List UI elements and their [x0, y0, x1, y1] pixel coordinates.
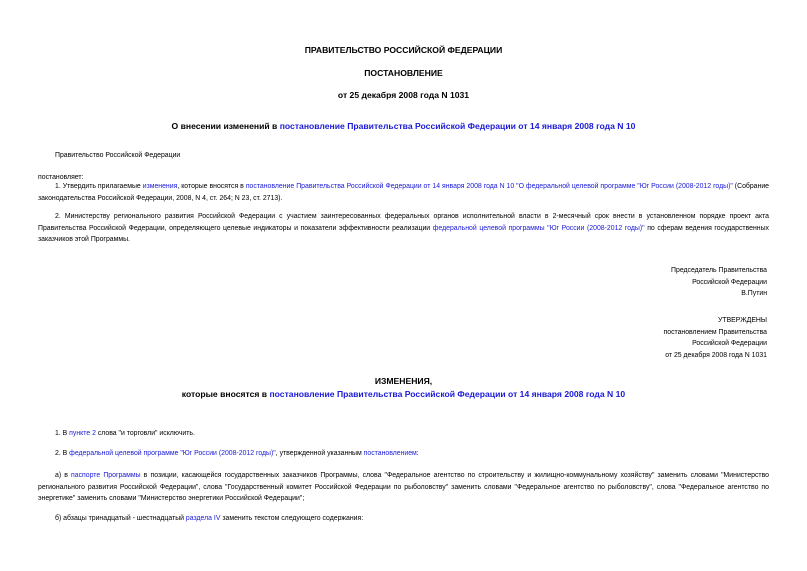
- paragraph-2: [38, 211, 769, 246]
- p1-text-c: (Собрание законодательства Российской Федерации, 2008, N 4, ст. 264; N 23, ст. 2713).: [38, 183, 769, 202]
- signature-name: В.Путин: [741, 290, 767, 298]
- change-item-1: [55, 428, 195, 440]
- itemb-link-section4[interactable]: раздела IV: [185, 515, 221, 522]
- item1-text-b: слова "и торговли" исключить.: [95, 430, 195, 437]
- changes-subtitle-prefix: которые вносятся в: [181, 389, 270, 399]
- header-date: от 25 декабря 2008 года N 1031: [337, 90, 470, 100]
- item2-link-program[interactable]: федеральной целевой программе "Юг России (2008-2012 годы)": [69, 450, 276, 457]
- item2-link-resolution[interactable]: постановлением: [363, 450, 417, 457]
- approval-line-3: Российской Федерации: [692, 340, 767, 348]
- p2-link-program[interactable]: федеральной целевой программы "Юг России (2008-2012 годы)": [432, 224, 645, 232]
- item2-text-a: 2. В: [55, 450, 70, 457]
- p1-text-a: 1. Утвердить прилагаемые: [55, 183, 143, 190]
- itemb-text-a: б) абзацы тринадцатый - шестнадцатый: [55, 515, 186, 522]
- signature-block: [671, 265, 767, 300]
- approval-line-1: УТВЕРЖДЕНЫ: [718, 317, 767, 324]
- header-doc-type: ПОСТАНОВЛЕНИЕ: [364, 68, 443, 78]
- change-item-b: [55, 513, 363, 525]
- item2-text-b: , утвержденной указанным: [275, 450, 364, 457]
- change-item-2: [55, 448, 419, 460]
- changes-subtitle-link[interactable]: постановление Правительства Российской Федерации от 14 января 2008 года N 10: [269, 389, 626, 399]
- p1-link-changes[interactable]: изменения: [142, 183, 178, 190]
- item2-text-c: :: [416, 450, 419, 457]
- resolves-line: постановляет:: [38, 174, 84, 181]
- title-prefix: О внесении изменений в: [171, 121, 280, 131]
- signature-position: Председатель Правительства: [671, 267, 767, 274]
- government-line: Правительство Российской Федерации: [55, 152, 181, 159]
- itema-text-b: в позиции, касающейся государственных заказчиков Программы, слова "Федеральное агентство по строительству и жилищно-коммунальному хозяйству" заменить словами "Министерство регионального развития Российской Федерации", слова "Государственный комитет Российской Федерации по рыболовству" заменить словами "Федеральное агентство по рыболовству", слова "Федеральное агентство по энергетике" заменить словами "Министерство энергетики Российской Федерации";: [38, 472, 769, 503]
- approval-line-2: постановлением Правительства: [663, 328, 767, 336]
- approval-block: [664, 315, 768, 361]
- item1-link-point2[interactable]: пункте 2: [69, 430, 96, 437]
- itema-text-a: а) в: [55, 472, 72, 479]
- p2-text-a: 2. Министерству регионального развития Российской Федерации с участием заинтересованных федеральных органов исполнительной власти в 2-месячный срок внести в установленном порядке проект акта Правительства Российской Федерации, определяющего целевые индикаторы и показатели эффективности реализации: [38, 213, 769, 232]
- item1-text-a: 1. В: [55, 430, 70, 437]
- itema-link-passport[interactable]: паспорте Программы: [71, 472, 141, 479]
- changes-title: ИЗМЕНЕНИЯ,: [374, 376, 433, 386]
- p1-link-resolution[interactable]: постановление Правительства Российской Федерации от 14 января 2008 года N 10 "О федеральной целевой программе "Юг России (2008-2012 годы)": [245, 183, 733, 190]
- title-link[interactable]: постановление Правительства Российской Федерации от 14 января 2008 года N 10: [279, 121, 636, 131]
- change-item-a: [38, 470, 769, 505]
- header-government: ПРАВИТЕЛЬСТВО РОССИЙСКОЙ ФЕДЕРАЦИИ: [304, 45, 503, 55]
- changes-subtitle: [0, 389, 807, 399]
- p1-text-b: , которые вносятся в: [177, 183, 246, 190]
- signature-country: Российской Федерации: [692, 278, 767, 286]
- approval-line-4: от 25 декабря 2008 года N 1031: [665, 351, 767, 359]
- itemb-text-b: заменить текстом следующего содержания:: [220, 515, 364, 522]
- p2-text-b: по сферам ведения государственных заказчиков этой Программы.: [38, 224, 769, 244]
- paragraph-1: [38, 181, 769, 204]
- document-title: [0, 121, 807, 131]
